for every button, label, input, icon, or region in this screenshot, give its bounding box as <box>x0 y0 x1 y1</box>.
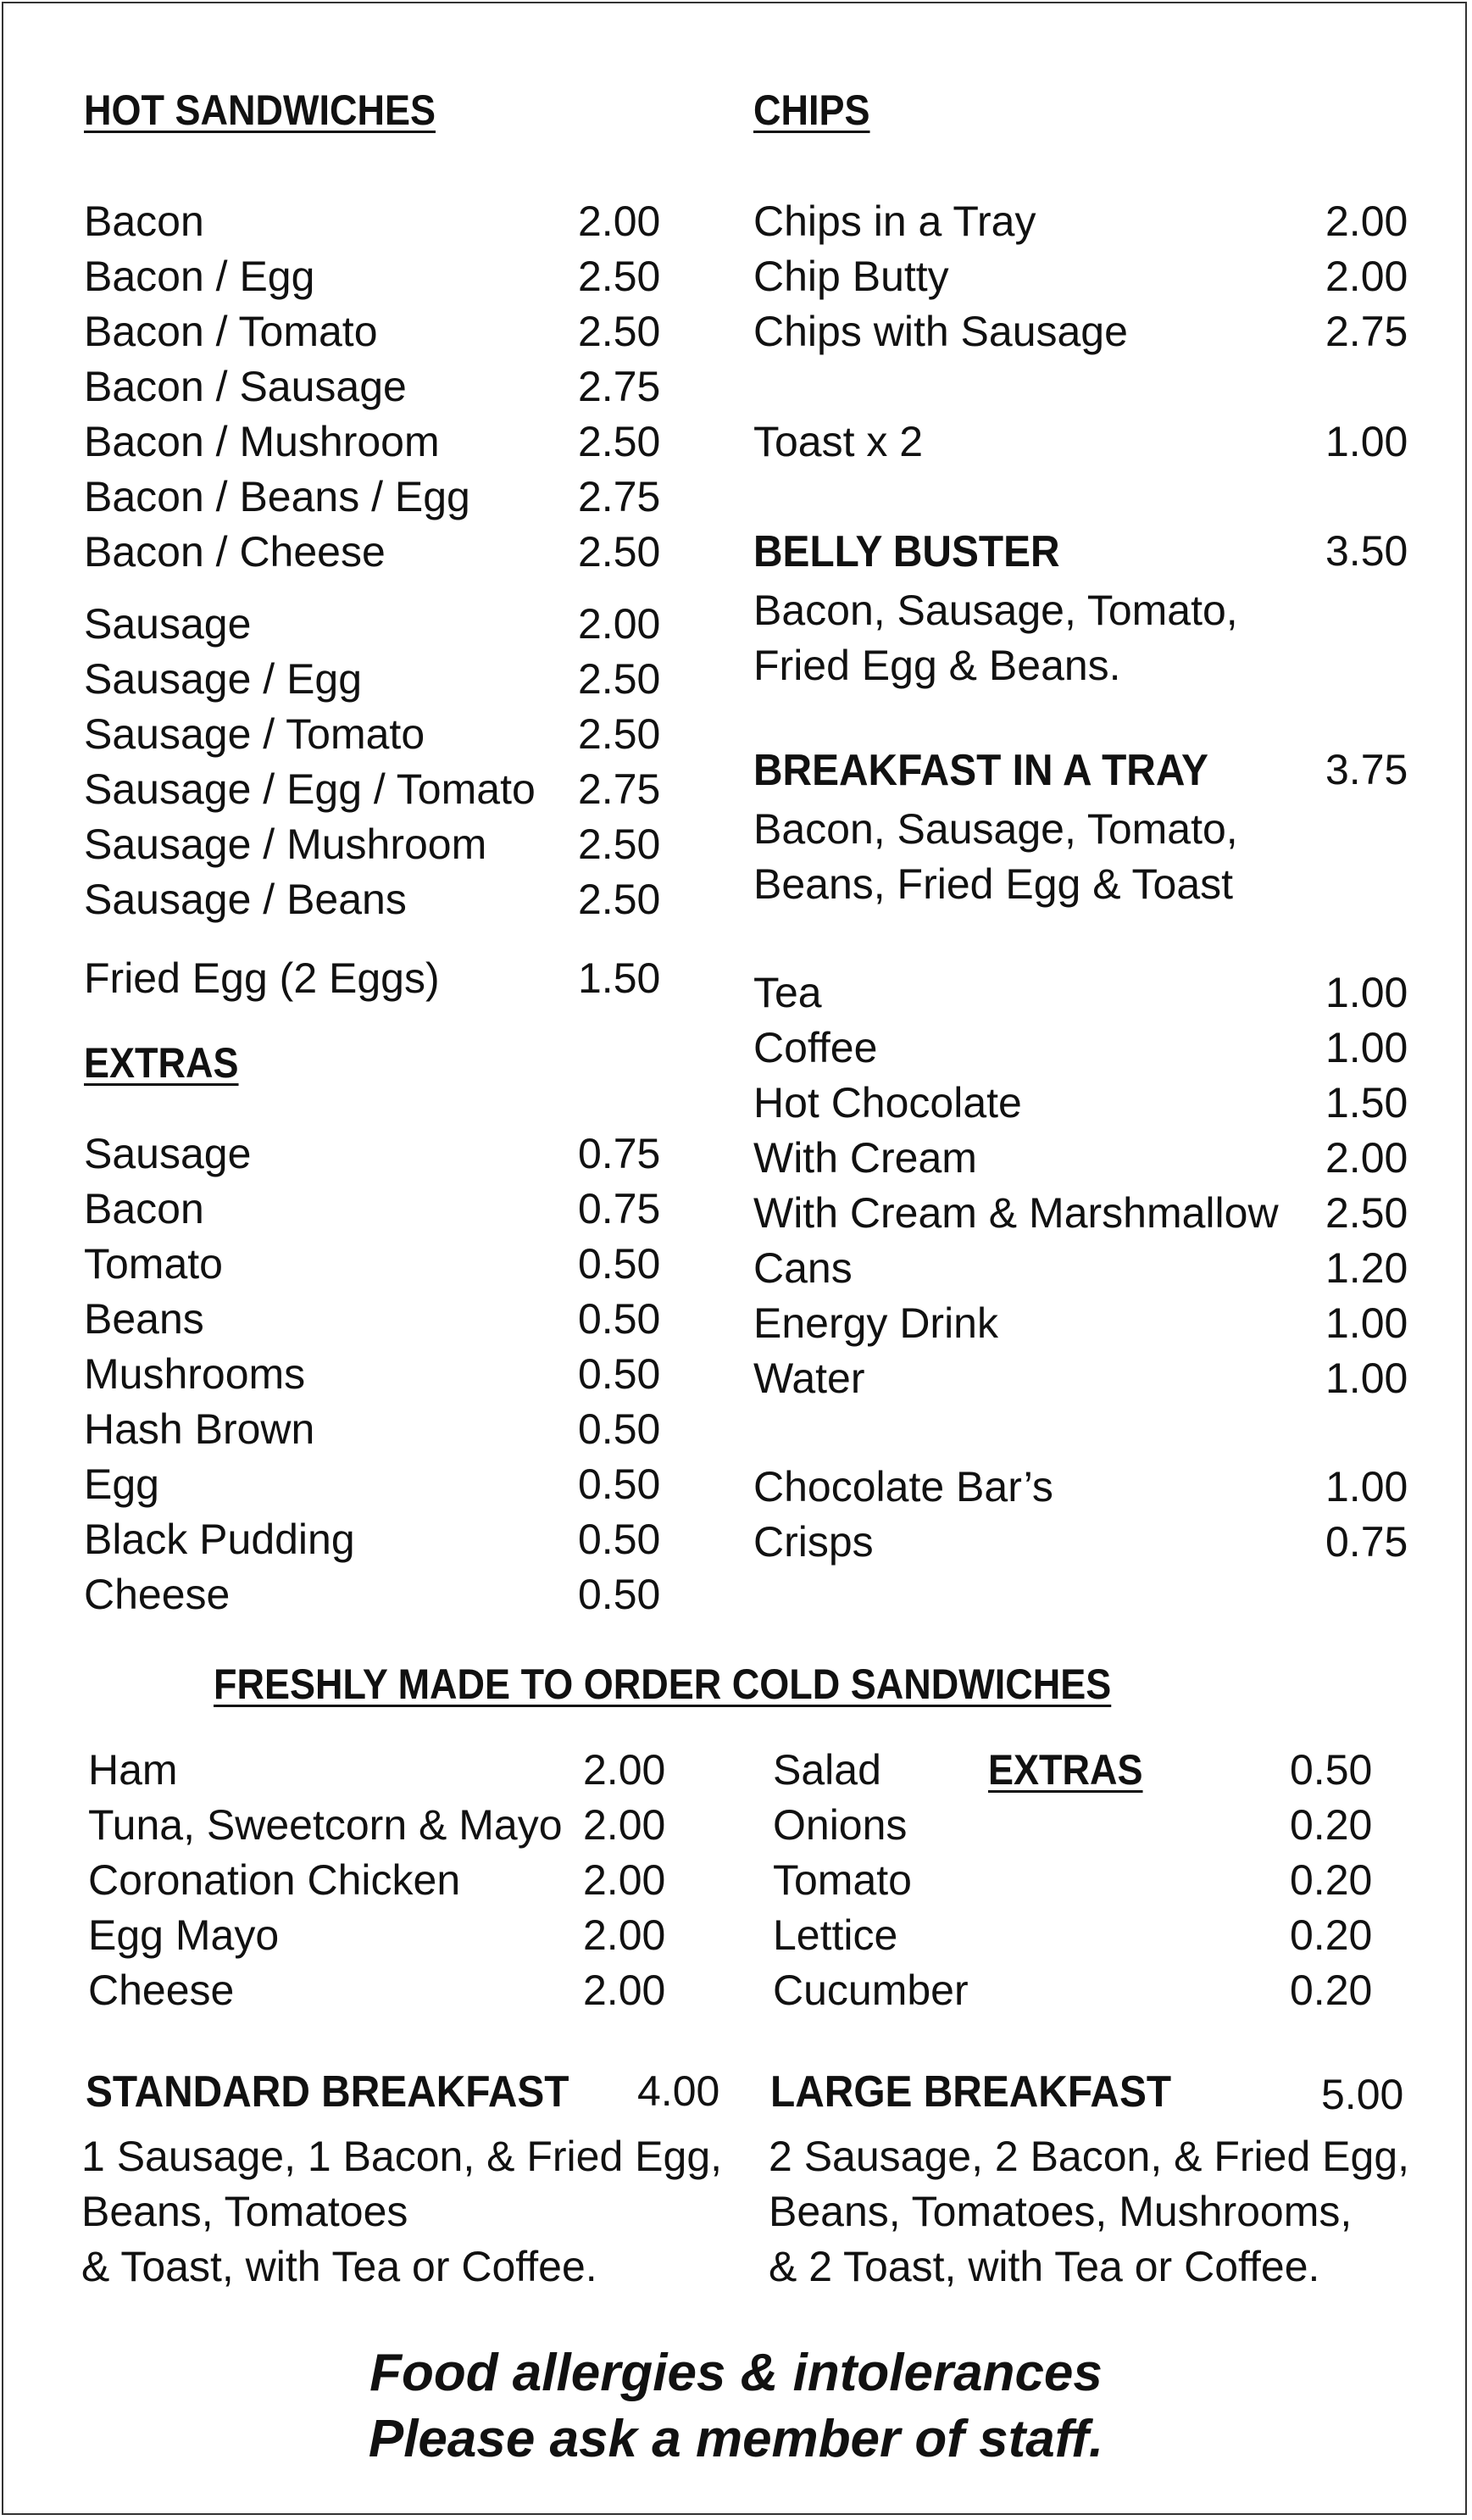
standard-breakfast-price: 4.00 <box>637 2067 720 2115</box>
belly-buster-price: 3.50 <box>1325 527 1408 575</box>
cold-extras-heading: EXTRAS <box>988 1746 1143 1794</box>
extras-heading: EXTRAS <box>84 1039 239 1087</box>
large-breakfast-title: LARGE BREAKFAST <box>770 2067 1172 2117</box>
large-breakfast-description: 2 Sausage, 2 Bacon, & Fried Egg, Beans, Tomatoes, Mushrooms, & 2 Toast, with Tea or Coffee. <box>769 2133 1410 2290</box>
breakfast-tray-price: 3.75 <box>1325 746 1408 793</box>
allergy-notice-line1: Food allergies & intolerances <box>369 2344 1103 2402</box>
breakfast-tray-title: BREAKFAST IN A TRAY <box>753 746 1208 795</box>
hot-sandwiches-heading: HOT SANDWICHES <box>84 86 436 134</box>
standard-breakfast-description: 1 Sausage, 1 Bacon, & Fried Egg, Beans, Tomatoes & Toast, with Tea or Coffee. <box>81 2133 723 2290</box>
standard-breakfast-title: STANDARD BREAKFAST <box>86 2067 569 2117</box>
allergy-notice-line2: Please ask a member of staff. <box>368 2410 1104 2468</box>
large-breakfast-price: 5.00 <box>1321 2071 1404 2118</box>
breakfast-tray-description: Bacon, Sausage, Tomato, Beans, Fried Egg & Toast <box>753 805 1238 908</box>
belly-buster-description: Bacon, Sausage, Tomato, Fried Egg & Beans. <box>753 587 1238 689</box>
cold-sandwiches-heading: FRESHLY MADE TO ORDER COLD SANDWICHES <box>214 1661 1112 1708</box>
chips-heading: CHIPS <box>753 86 870 134</box>
menu-board: HOT SANDWICHES Bacon 2.00 Bacon / Egg 2.50 Bacon / Tomato 2.50 Bacon / Sausage 2.75 Bacon / Mushroom 2.50 Bacon / Beans / Egg 2.75 Bacon / Cheese 2.50 Sausage 2.00 Sausage / Egg 2.50 Sausage / Tomato 2.50 Sausage / Egg / Tomato 2.75 Sausage / Mushroom 2.50 Sausage / Beans 2.50 Fried Egg (2 Eggs) 1.50 EXTRAS Sausage 0.75 Bacon 0.75 Tomato 0.50 Beans 0.50 Mushrooms 0.50 Hash Brown 0.50 Egg 0.50 Black Pudding 0.50 Cheese 0.50 CHIPS Chips in a Tray 2.00 Chip Butty 2.00 Chips with Sausage 2.75 Toast x 2 1.00 BELLY BUSTER 3.50 Bacon, Sausage, Tomato, Fried Egg & Beans. BREAKFAST IN A TRAY 3.75 Bacon, Sausage, Tomato, Beans, Fried Egg & Toast Tea 1.00 Coffee 1.00 Hot Chocolate 1.50 With Cream 2.00 With Cream & Marshmallow 2.50 Cans 1.20 Energy Drink 1.00 Water 1.00 Chocolate Bar’s 1.00 Crisps 0.75 FRESHLY MADE TO ORDER COLD SANDWICHES Ham 2.00 Tuna, Sweetcorn & Mayo 2.00 Coronation Chicken 2.00 Egg Mayo 2.00 Cheese 2.00 EXTRAS Salad 0.50 Onions 0.20 Tomato 0.20 Lettice 0.20 Cucumber 0.20 STANDARD BREAKFAST 4.00 1 Sausage, 1 Bacon, & Fried Egg, Beans, Tomatoes & Toast, with Tea or Coffee. LARGE BREAKFAST 5.00 2 Sausage, 2 Bacon, & Fried Egg, Beans, Tomatoes, Mushrooms, & 2 Toast, with Tea or Coffee. Food allergies & intolerances Please ask a member of staff. <box>2 2 1467 2515</box>
belly-buster-title: BELLY BUSTER <box>753 527 1060 576</box>
